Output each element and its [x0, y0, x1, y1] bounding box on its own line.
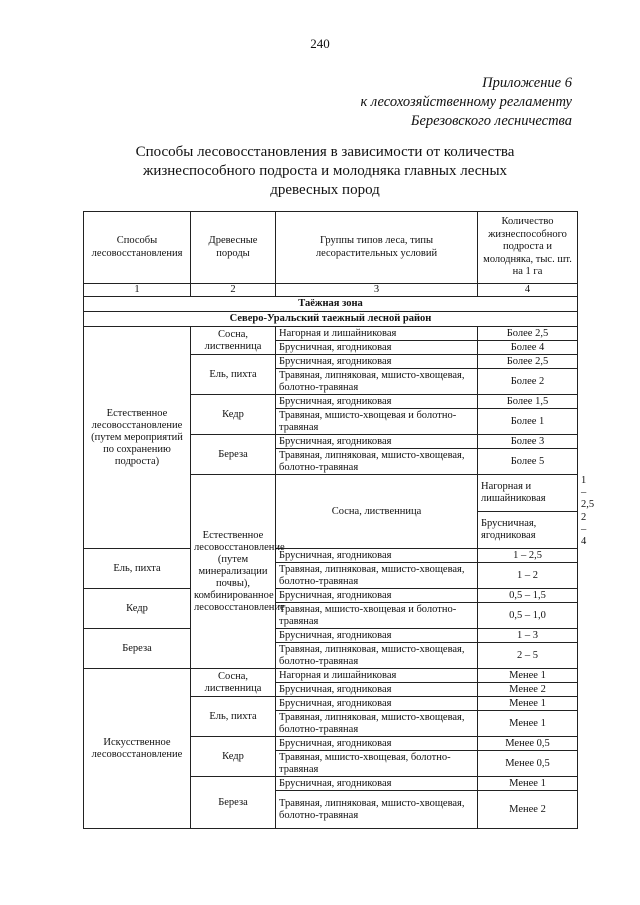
- species-pine: Сосна, лиственница: [191, 669, 276, 697]
- reforestation-table: [83, 211, 595, 829]
- species-pine: Сосна, лиственница: [276, 475, 478, 549]
- value-cell: 1 – 3: [478, 629, 578, 643]
- table-row: [84, 629, 578, 643]
- value-cell: Более 5: [478, 449, 578, 475]
- table-row: [84, 589, 578, 603]
- group-cell: Брусничная, ягодниковая: [276, 683, 478, 697]
- value-cell: Более 1,5: [478, 395, 578, 409]
- species-birch: Береза: [84, 629, 191, 669]
- group-cell: Брусничная, ягодниковая: [276, 341, 478, 355]
- value-cell: Менее 0,5: [478, 751, 578, 777]
- district-label: Северо-Уральский таежный лесной район: [84, 312, 578, 327]
- group-cell: Травяная, мшисто-хвощевая, болотно-травяная: [276, 751, 478, 777]
- group-cell: Брусничная, ягодниковая: [276, 355, 478, 369]
- group-cell: Травяная, липняковая, мшисто-хвощевая, болотно-травяная: [276, 791, 478, 829]
- header-groups: Группы типов леса, типы лесорастительных условий: [276, 212, 478, 284]
- value-cell: Менее 1: [478, 697, 578, 711]
- header-row: [84, 212, 578, 284]
- group-cell: Брусничная, ягодниковая: [276, 395, 478, 409]
- species-birch: Береза: [191, 777, 276, 829]
- title-line-1: Способы лесовосстановления в зависимости от количества: [135, 144, 515, 160]
- district-row: [84, 312, 578, 327]
- method-1-cell: Естественное лесовосстановление (путем мероприятий по сохранению подроста): [84, 327, 191, 549]
- group-cell: Нагорная и лишайниковая: [276, 327, 478, 341]
- header-methods: Способы лесовосстановления: [84, 212, 191, 284]
- value-cell: 2 – 5: [478, 643, 578, 669]
- value-cell: Менее 2: [478, 683, 578, 697]
- appendix-line-2: к лесохозяйственному регламенту: [360, 94, 572, 110]
- value-cell: Более 2,5: [478, 355, 578, 369]
- value-cell: Более 2,5: [478, 327, 578, 341]
- table-row: [84, 549, 578, 563]
- group-cell: Брусничная, ягодниковая: [478, 512, 578, 549]
- group-cell: Нагорная и лишайниковая: [478, 475, 578, 512]
- species-spruce: Ель, пихта: [191, 355, 276, 395]
- title-line-3: древесных пород: [270, 182, 380, 198]
- document-title: [90, 143, 560, 200]
- zone-row: [84, 297, 578, 312]
- value-cell: Более 1: [478, 409, 578, 435]
- col-number-4: 4: [478, 284, 578, 297]
- value-cell: Менее 2: [478, 791, 578, 829]
- species-pine: Сосна, лиственница: [191, 327, 276, 355]
- group-cell: Травяная, липняковая, мшисто-хвощевая, болотно-травяная: [276, 643, 478, 669]
- species-cedar: Кедр: [191, 395, 276, 435]
- group-cell: Брусничная, ягодниковая: [276, 737, 478, 751]
- value-cell: 0,5 – 1,5: [478, 589, 578, 603]
- group-cell: Брусничная, ягодниковая: [276, 589, 478, 603]
- zone-label: Таёжная зона: [84, 297, 578, 312]
- col-number-3: 3: [276, 284, 478, 297]
- table-row: [84, 327, 578, 341]
- value-cell: 1 – 2: [478, 563, 578, 589]
- species-birch: Береза: [191, 435, 276, 475]
- group-cell: Брусничная, ягодниковая: [276, 549, 478, 563]
- appendix-line-3: Березовского лесничества: [410, 113, 572, 129]
- group-cell: Нагорная и лишайниковая: [276, 669, 478, 683]
- col-number-1: 1: [84, 284, 191, 297]
- value-cell: Менее 1: [478, 777, 578, 791]
- table-row: Брусничная, ягодниковая 2 – 4: [84, 512, 578, 549]
- method-2-cell: Естественное лесовосстановление (путем минерализации почвы), комбинированное лесовосстановление: [191, 475, 276, 669]
- value-cell: Более 2: [478, 369, 578, 395]
- group-cell: Брусничная, ягодниковая: [276, 435, 478, 449]
- value-cell: Более 3: [478, 435, 578, 449]
- column-numbers-row: [84, 284, 578, 297]
- value-cell: Менее 1: [478, 711, 578, 737]
- group-cell: Травяная, липняковая, мшисто-хвощевая, болотно-травяная: [276, 711, 478, 737]
- table-row: Естественное лесовосстановление (путем минерализации почвы), комбинированное лесовосстановление Сосна, лиственница Нагорная и лишайниковая 1 – 2,5: [84, 475, 578, 512]
- group-cell: Травяная, липняковая, мшисто-хвощевая, болотно-травяная: [276, 449, 478, 475]
- appendix-note: [360, 74, 572, 131]
- table-row: [84, 669, 578, 683]
- appendix-line-1: Приложение 6: [482, 75, 572, 91]
- value-cell: Более 4: [478, 341, 578, 355]
- species-spruce: Ель, пихта: [84, 549, 191, 589]
- group-cell: Травяная, липняковая, мшисто-хвощевая, болотно-травяная: [276, 563, 478, 589]
- species-cedar: Кедр: [84, 589, 191, 629]
- title-line-2: жизнеспособного подроста и молодняка главных лесных: [142, 163, 508, 179]
- value-cell: 0,5 – 1,0: [478, 603, 578, 629]
- group-cell: Травяная, мшисто-хвощевая и болотно-травяная: [276, 603, 478, 629]
- group-cell: Брусничная, ягодниковая: [276, 777, 478, 791]
- header-quantity: Количество жизнеспособного подроста и молодняка, тыс. шт. на 1 га: [478, 212, 578, 284]
- group-cell: Травяная, мшисто-хвощевая и болотно-травяная: [276, 409, 478, 435]
- page-number: 240: [310, 36, 330, 51]
- value-cell: 1 – 2,5: [478, 549, 578, 563]
- group-cell: Травяная, липняковая, мшисто-хвощевая, болотно-травяная: [276, 369, 478, 395]
- header-species: Древесные породы: [191, 212, 276, 284]
- species-cedar: Кедр: [191, 737, 276, 777]
- species-spruce: Ель, пихта: [191, 697, 276, 737]
- method-3-cell: Искусственное лесовосстановление: [84, 669, 191, 829]
- value-cell: Менее 1: [478, 669, 578, 683]
- group-cell: Брусничная, ягодниковая: [276, 629, 478, 643]
- group-cell: Брусничная, ягодниковая: [276, 697, 478, 711]
- col-number-2: 2: [191, 284, 276, 297]
- value-cell: Менее 0,5: [478, 737, 578, 751]
